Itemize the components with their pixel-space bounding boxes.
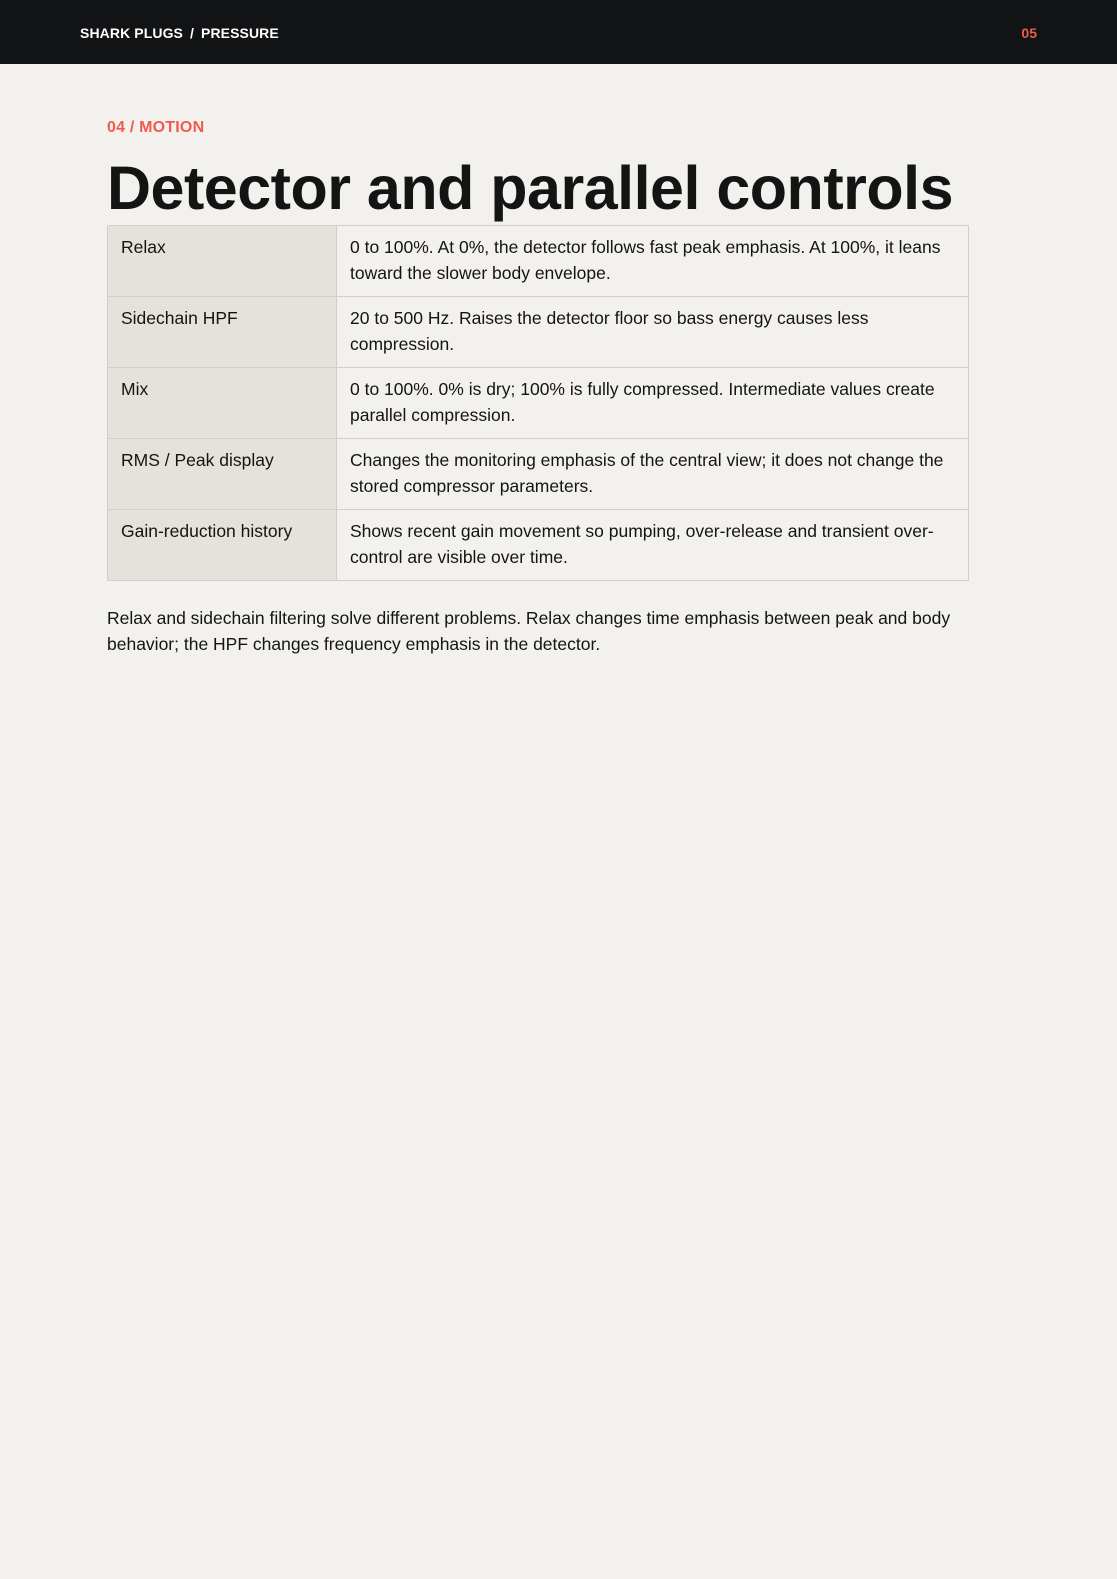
param-name-cell: Mix [108,368,337,439]
param-description-cell: 0 to 100%. At 0%, the detector follows fast peak emphasis. At 100%, it leans toward the slower body envelope. [337,226,969,297]
param-name-cell: RMS / Peak display [108,439,337,510]
top-header-bar [0,0,1117,64]
section-label: 04 / MOTION [107,119,205,136]
table-row [108,439,969,510]
breadcrumb [80,25,279,41]
table-row [108,368,969,439]
breadcrumb-product: PRESSURE [201,25,279,41]
param-name-cell: Sidechain HPF [108,297,337,368]
param-name-cell: Relax [108,226,337,297]
main-content [107,118,1007,657]
param-name-cell: Gain-reduction history [108,510,337,581]
breadcrumb-separator: / [190,25,194,41]
param-description-cell: 0 to 100%. 0% is dry; 100% is fully compressed. Intermediate values create parallel compression. [337,368,969,439]
parameter-table [107,225,969,581]
table-row [108,510,969,581]
table-row [108,226,969,297]
page-title: Detector and parallel controls [107,154,953,222]
param-description-cell: Changes the monitoring emphasis of the central view; it does not change the stored compressor parameters. [337,439,969,510]
footnote-paragraph: Relax and sidechain filtering solve different problems. Relax changes time emphasis between peak and body behavior; the HPF changes frequency emphasis in the detector. [107,608,951,654]
table-row [108,297,969,368]
param-description-cell: 20 to 500 Hz. Raises the detector floor so bass energy causes less compression. [337,297,969,368]
breadcrumb-brand: SHARK PLUGS [80,25,183,41]
page-number: 05 [1021,25,1037,41]
param-description-cell: Shows recent gain movement so pumping, over-release and transient over-control are visible over time. [337,510,969,581]
